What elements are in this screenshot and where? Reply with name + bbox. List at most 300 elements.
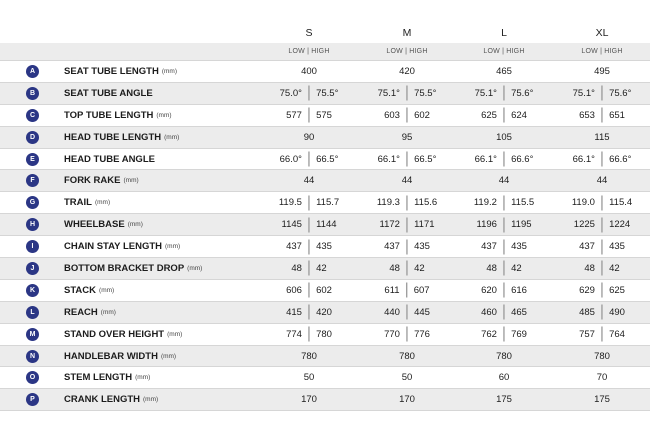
high-value: 465 (511, 306, 527, 318)
value-separator: | (501, 237, 507, 255)
value-separator: | (599, 215, 605, 233)
row-key-badge: P (26, 393, 39, 406)
value-cell (454, 258, 554, 279)
value-separator: | (501, 193, 507, 211)
row-unit: (mm) (161, 67, 177, 75)
row-key-badge: D (26, 131, 39, 144)
low-value: 762 (481, 328, 497, 340)
value-cell (357, 83, 457, 104)
low-value: 603 (384, 109, 400, 121)
value-cell (259, 61, 359, 82)
high-value: 624 (511, 109, 527, 121)
row-label (64, 214, 143, 235)
low-value: 460 (481, 306, 497, 318)
low-value: 577 (286, 109, 302, 121)
size-header (259, 22, 359, 43)
value-separator: | (501, 303, 507, 321)
value-cell (454, 214, 554, 235)
row-label-text: REACH (64, 306, 98, 318)
value-cell (454, 367, 554, 388)
value-separator: | (599, 259, 605, 277)
table-row (0, 214, 650, 236)
row-label-text: STAND OVER HEIGHT (64, 328, 165, 340)
table-row (0, 280, 650, 302)
row-label (64, 346, 176, 367)
high-value: 651 (609, 109, 625, 121)
value-separator: | (306, 150, 312, 167)
low-value: 1172 (379, 219, 400, 231)
high-value: 780 (316, 328, 332, 340)
value: 465 (496, 65, 512, 77)
low-value: 1145 (281, 219, 302, 231)
value-separator: | (306, 281, 312, 299)
value-cell (259, 280, 359, 301)
high-value: 1171 (414, 219, 435, 231)
row-unit: (mm) (143, 396, 159, 404)
value-cell (552, 236, 650, 257)
value: 780 (399, 350, 415, 362)
high-value: 435 (511, 241, 527, 253)
value-cell (552, 367, 650, 388)
low-value: 629 (579, 284, 595, 296)
low-value: 415 (286, 306, 302, 318)
value-separator: | (306, 237, 312, 255)
value-separator: | (306, 215, 312, 233)
value-cell (552, 170, 650, 191)
row-label (64, 170, 139, 191)
high-value: 575 (316, 109, 332, 121)
high-value: 66.6° (511, 153, 534, 165)
row-key-badge: K (26, 284, 39, 297)
low-value: 653 (579, 109, 595, 121)
value: 175 (496, 394, 512, 406)
value-separator: | (306, 303, 312, 321)
value-separator: | (404, 150, 410, 167)
row-label-text: BOTTOM BRACKET DROP (64, 262, 185, 274)
high-value: 115.7 (316, 197, 340, 209)
value-separator: | (404, 84, 410, 102)
value-cell (552, 127, 650, 148)
geometry-table (0, 22, 650, 411)
value: 60 (498, 372, 510, 384)
low-value: 48 (291, 262, 302, 274)
value-separator: | (404, 215, 410, 233)
table-row (0, 192, 650, 214)
low-value: 48 (389, 262, 400, 274)
value-cell (259, 127, 359, 148)
value-cell (357, 170, 457, 191)
value-cell (259, 236, 359, 257)
value-cell (552, 324, 650, 345)
value-cell (357, 149, 457, 170)
low-value: 75.1° (474, 87, 497, 99)
high-value: 115.4 (609, 197, 633, 209)
low-value: 774 (286, 328, 302, 340)
value: 50 (303, 372, 315, 384)
low-value: 611 (384, 284, 400, 296)
value: 175 (594, 394, 610, 406)
size-label: S (305, 26, 313, 39)
row-key-badge: B (26, 87, 39, 100)
value-separator: | (501, 281, 507, 299)
size-label: L (501, 26, 507, 39)
value-separator: | (501, 259, 507, 277)
value-cell (454, 83, 554, 104)
value: 70 (596, 372, 608, 384)
high-value: 75.6° (609, 87, 632, 99)
table-row (0, 367, 650, 389)
low-value: 48 (486, 262, 497, 274)
row-label-text: TOP TUBE LENGTH (64, 109, 154, 121)
low-value: 119.3 (376, 197, 400, 209)
value-cell (454, 105, 554, 126)
row-label (64, 280, 114, 301)
value-separator: | (306, 84, 312, 102)
value-cell (259, 324, 359, 345)
value: 400 (301, 65, 317, 77)
low-value: 1196 (476, 219, 497, 231)
row-unit: (mm) (123, 177, 139, 185)
value-cell (454, 236, 554, 257)
value: 95 (401, 131, 413, 143)
value-cell (552, 214, 650, 235)
value-cell (454, 346, 554, 367)
value: 780 (301, 350, 317, 362)
row-label-text: STEM LENGTH (64, 372, 133, 384)
high-value: 1195 (511, 219, 532, 231)
value: 420 (399, 65, 415, 77)
low-value: 66.0° (279, 153, 302, 165)
low-value: 75.0° (279, 87, 302, 99)
low-value: 119.0 (571, 197, 595, 209)
high-value: 625 (609, 284, 625, 296)
row-label-text: TRAIL (64, 197, 92, 209)
row-unit: (mm) (187, 264, 203, 272)
low-value: 66.1° (377, 153, 400, 165)
value: 115 (594, 131, 610, 143)
value-separator: | (501, 325, 507, 343)
row-label (64, 61, 177, 82)
low-value: 119.2 (473, 197, 497, 209)
row-unit: (mm) (127, 221, 143, 229)
value: 44 (401, 175, 413, 187)
high-value: 602 (316, 284, 332, 296)
low-value: 625 (481, 109, 497, 121)
high-value: 75.6° (511, 87, 534, 99)
table-row (0, 236, 650, 258)
low-value: 437 (286, 241, 302, 253)
value-separator: | (404, 237, 410, 255)
value-separator: | (599, 325, 605, 343)
row-label (64, 192, 110, 213)
value-cell (357, 302, 457, 323)
value-cell (454, 280, 554, 301)
value-cell (454, 170, 554, 191)
low-value: 1225 (573, 219, 595, 231)
row-unit: (mm) (135, 374, 151, 382)
low-high-header (259, 43, 359, 60)
high-value: 420 (316, 306, 332, 318)
value-separator: | (404, 259, 410, 277)
low-value: 437 (481, 241, 497, 253)
table-row (0, 324, 650, 346)
row-key-badge: L (26, 306, 39, 319)
row-label (64, 324, 182, 345)
value-cell (357, 389, 457, 410)
size-header-row (0, 22, 650, 43)
row-label (64, 367, 150, 388)
low-high-header-row (0, 43, 650, 61)
value: 495 (594, 65, 610, 77)
value-separator: | (599, 106, 605, 124)
value-separator: | (501, 84, 507, 102)
value-cell (357, 61, 457, 82)
value-separator: | (599, 303, 605, 321)
table-row (0, 83, 650, 105)
low-high-header (454, 43, 554, 60)
value-cell (259, 170, 359, 191)
low-high-label: LOW | HIGH (581, 48, 623, 55)
row-label-text: SEAT TUBE ANGLE (64, 87, 153, 99)
value-cell (454, 324, 554, 345)
table-row (0, 61, 650, 83)
low-high-label: LOW | HIGH (288, 48, 330, 55)
value-separator: | (306, 193, 312, 211)
size-label: XL (595, 26, 609, 39)
row-label (64, 302, 116, 323)
value-cell (259, 389, 359, 410)
row-unit: (mm) (167, 330, 183, 338)
value-separator: | (404, 193, 410, 211)
value-cell (259, 367, 359, 388)
row-label-text: HEAD TUBE ANGLE (64, 153, 155, 165)
value-cell (454, 61, 554, 82)
row-key-badge: N (26, 350, 39, 363)
value-cell (552, 192, 650, 213)
high-value: 42 (316, 262, 327, 274)
low-value: 75.1° (572, 87, 595, 99)
row-key-badge: H (26, 218, 39, 231)
high-value: 42 (414, 262, 425, 274)
value-separator: | (501, 215, 507, 233)
high-value: 66.5° (414, 153, 437, 165)
value-separator: | (404, 281, 409, 299)
row-unit: (mm) (156, 111, 172, 119)
value-cell (454, 389, 554, 410)
value-cell (357, 367, 457, 388)
table-row (0, 389, 650, 411)
value-cell (454, 192, 554, 213)
value-cell (357, 214, 457, 235)
value-cell (357, 105, 457, 126)
value-cell (357, 280, 457, 301)
low-value: 485 (579, 306, 595, 318)
value: 780 (594, 350, 610, 362)
row-key-badge: F (26, 174, 39, 187)
value-cell (259, 346, 359, 367)
value: 170 (301, 394, 317, 406)
row-unit: (mm) (160, 352, 177, 360)
value-cell (454, 302, 554, 323)
row-unit: (mm) (165, 243, 181, 251)
value-separator: | (599, 193, 605, 211)
row-label (64, 83, 153, 104)
value-separator: | (404, 106, 410, 124)
high-value: 607 (413, 284, 430, 296)
low-high-header (357, 43, 457, 60)
value-separator: | (306, 106, 312, 124)
row-label-text: STACK (64, 284, 97, 296)
row-label-text: FORK RAKE (64, 175, 121, 187)
value-separator: | (501, 150, 507, 167)
row-label (64, 389, 158, 410)
low-value: 66.1° (572, 153, 595, 165)
value-separator: | (501, 106, 507, 124)
high-value: 490 (609, 306, 625, 318)
value-cell (552, 83, 650, 104)
value-separator: | (404, 325, 410, 343)
value-cell (552, 258, 650, 279)
value-cell (357, 192, 457, 213)
value-separator: | (306, 325, 312, 343)
value-cell (259, 149, 359, 170)
value: 44 (596, 175, 608, 187)
value-cell (454, 149, 554, 170)
row-label (64, 236, 180, 257)
table-row (0, 302, 650, 324)
low-value: 757 (579, 328, 595, 340)
high-value: 435 (414, 241, 430, 253)
table-row (0, 149, 650, 171)
row-label (64, 127, 179, 148)
row-key-badge: C (26, 109, 39, 122)
high-value: 764 (609, 328, 625, 340)
low-value: 119.5 (278, 197, 302, 209)
value-separator: | (306, 259, 312, 277)
high-value: 75.5° (316, 87, 339, 99)
row-key-badge: O (26, 371, 39, 384)
value-cell (259, 105, 359, 126)
low-value: 66.1° (474, 153, 497, 165)
value-separator: | (404, 303, 410, 321)
value: 50 (401, 372, 413, 384)
value: 170 (399, 394, 415, 406)
row-unit: (mm) (99, 286, 115, 294)
value: 780 (496, 350, 512, 362)
row-key-badge: G (26, 196, 39, 209)
value-cell (552, 149, 650, 170)
value: 90 (303, 131, 315, 143)
value-cell (259, 83, 359, 104)
row-label-text: SEAT TUBE LENGTH (64, 65, 159, 77)
row-label-text: HANDLEBAR WIDTH (64, 350, 158, 362)
high-value: 42 (609, 262, 620, 274)
low-high-header (552, 43, 650, 60)
value-separator: | (599, 150, 605, 167)
value-cell (552, 280, 650, 301)
value: 44 (303, 175, 315, 187)
value-cell (454, 127, 554, 148)
size-header (357, 22, 457, 43)
high-value: 769 (511, 328, 527, 340)
row-label-text: CRANK LENGTH (64, 394, 140, 406)
low-value: 75.1° (377, 87, 400, 99)
high-value: 1144 (316, 219, 337, 231)
high-value: 602 (414, 109, 430, 121)
low-high-label: LOW | HIGH (483, 48, 525, 55)
low-value: 440 (384, 306, 400, 318)
value-cell (552, 105, 650, 126)
value-cell (357, 258, 457, 279)
high-value: 445 (414, 306, 430, 318)
value-cell (552, 346, 650, 367)
row-label (64, 149, 155, 170)
table-row (0, 127, 650, 149)
row-unit: (mm) (164, 133, 180, 141)
value: 105 (496, 131, 512, 143)
value-cell (357, 324, 457, 345)
high-value: 115.6 (414, 197, 438, 209)
row-unit: (mm) (100, 308, 116, 316)
high-value: 115.5 (511, 197, 535, 209)
low-value: 606 (286, 284, 302, 296)
low-value: 48 (584, 262, 595, 274)
table-row (0, 258, 650, 280)
high-value: 776 (414, 328, 430, 340)
value: 44 (498, 175, 510, 187)
low-value: 770 (384, 328, 400, 340)
value-cell (259, 192, 359, 213)
value-cell (552, 389, 650, 410)
value-cell (357, 346, 457, 367)
row-label (64, 258, 202, 279)
value-cell (357, 127, 457, 148)
row-key-badge: M (26, 328, 39, 341)
row-label-text: CHAIN STAY LENGTH (64, 241, 163, 253)
row-key-badge: E (26, 153, 39, 166)
high-value: 435 (316, 241, 332, 253)
value-cell (552, 61, 650, 82)
row-label-text: WHEELBASE (64, 219, 125, 231)
high-value: 42 (511, 262, 522, 274)
value-cell (357, 236, 457, 257)
row-label (64, 105, 172, 126)
table-row (0, 105, 650, 127)
table-row (0, 170, 650, 192)
high-value: 616 (511, 284, 527, 296)
low-value: 437 (579, 241, 595, 253)
row-key-badge: A (26, 65, 39, 78)
size-label: M (402, 26, 412, 39)
value-separator: | (599, 84, 605, 102)
high-value: 435 (609, 241, 625, 253)
row-unit: (mm) (94, 199, 111, 207)
high-value: 75.5° (414, 87, 437, 99)
value-cell (552, 302, 650, 323)
row-label-text: HEAD TUBE LENGTH (64, 131, 162, 143)
value-separator: | (599, 237, 605, 255)
size-header (552, 22, 650, 43)
low-value: 620 (481, 284, 497, 296)
size-header (454, 22, 554, 43)
value-separator: | (599, 281, 605, 299)
high-value: 66.5° (316, 153, 339, 165)
value-cell (259, 258, 359, 279)
value-cell (259, 302, 359, 323)
table-row (0, 346, 650, 368)
high-value: 1224 (609, 219, 631, 231)
high-value: 66.6° (609, 153, 632, 165)
